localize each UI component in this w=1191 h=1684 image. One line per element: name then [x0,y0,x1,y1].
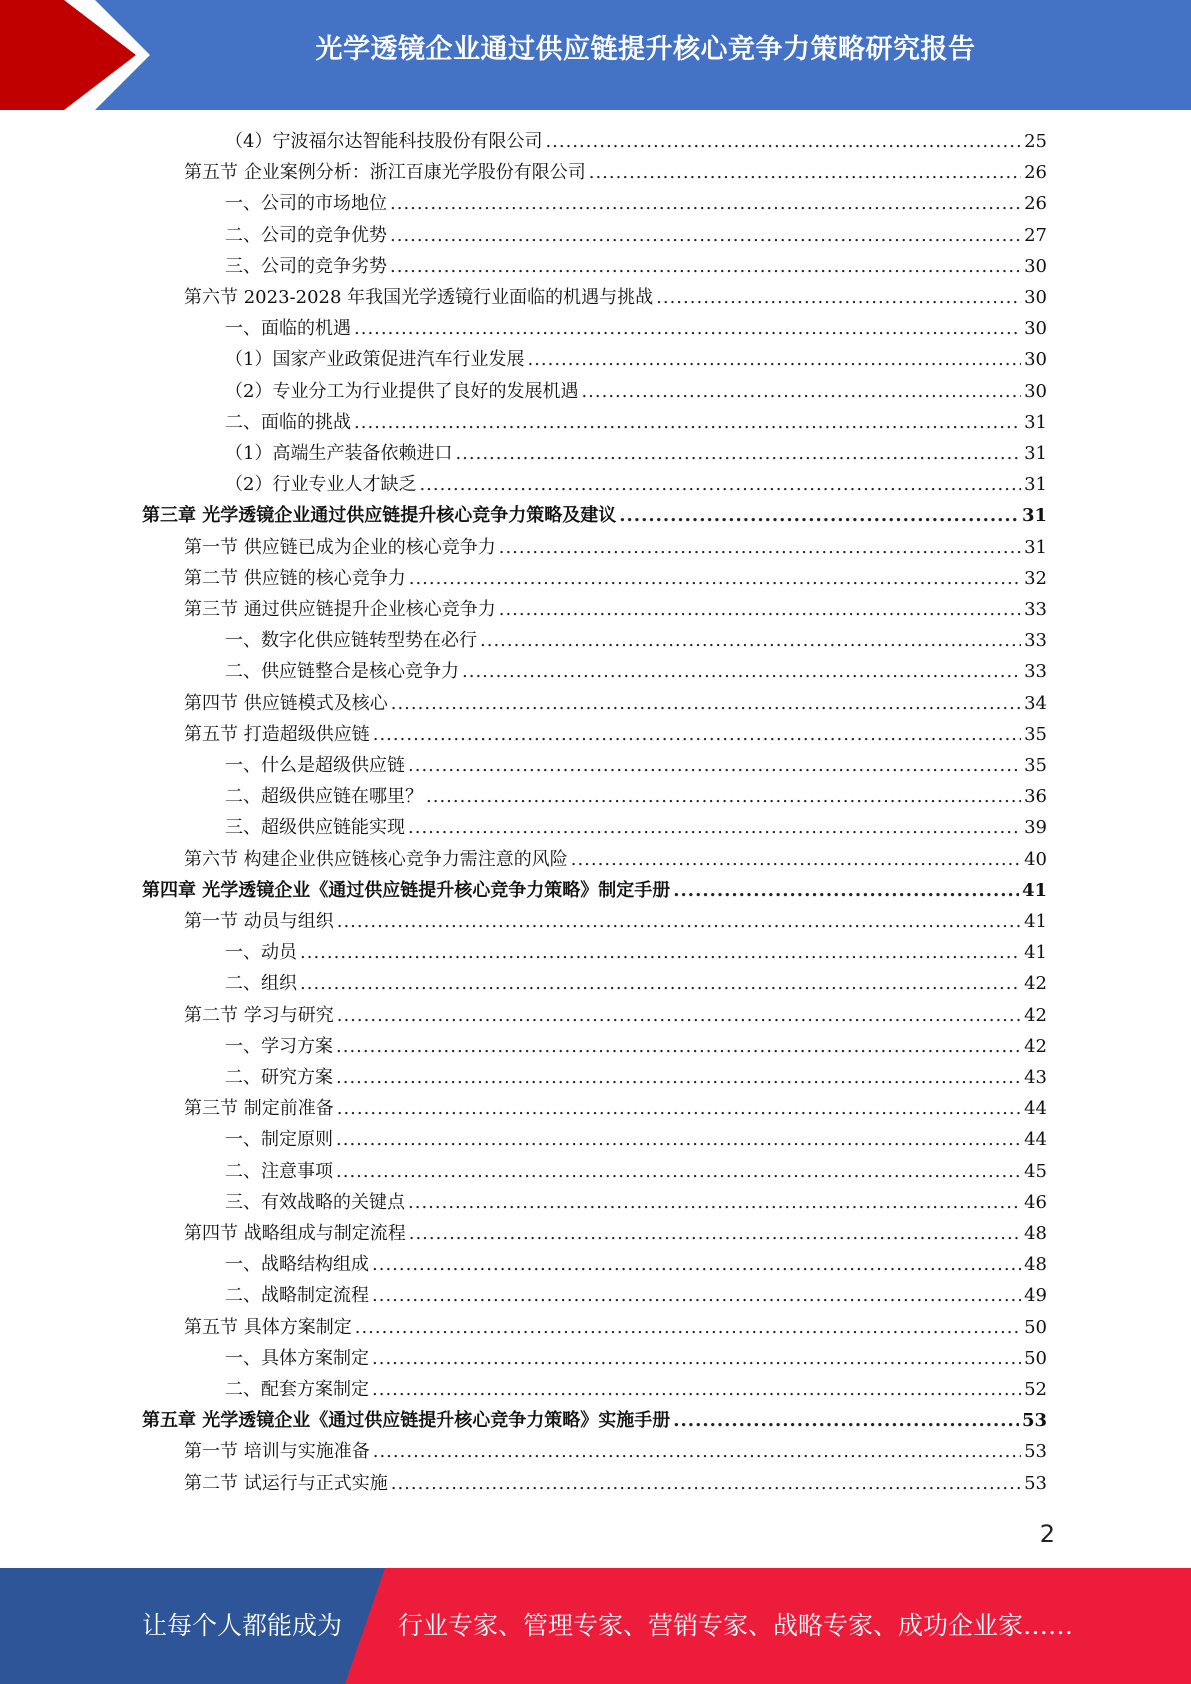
toc-entry-title: 第六节 2023-2028 年我国光学透镜行业面临的机遇与挑战 [184,287,654,308]
toc-leader-dots [354,412,1021,433]
toc-leader-dots [372,1254,1021,1275]
report-title: 光学透镜企业通过供应链提升核心竞争力策略研究报告 [315,34,976,65]
toc-section-entry[interactable] [184,689,1047,720]
toc-entry-title: （2）行业专业人才缺乏 [225,474,417,496]
toc-subsection-entry[interactable] [225,1344,1047,1375]
toc-subsection-entry[interactable] [225,439,1047,470]
toc-leader-dots [355,1317,1021,1338]
toc-entry-page: 48 [1024,1223,1047,1244]
toc-leader-dots [390,225,1021,246]
toc-section-entry[interactable] [184,1469,1047,1500]
toc-entry-page: 25 [1024,131,1047,152]
toc-entry-page: 30 [1024,318,1047,340]
toc-entry-page: 33 [1024,661,1047,683]
toc-section-entry[interactable] [184,533,1047,564]
toc-subsection-entry[interactable] [225,1063,1047,1094]
toc-subsection-entry[interactable] [225,782,1047,813]
toc-entry-page: 50 [1024,1347,1047,1369]
toc-entry-title: 第五节 具体方案制定 [184,1316,352,1338]
toc-leader-dots [337,911,1021,932]
toc-entry-page: 26 [1024,193,1047,215]
toc-entry-title: （1）高端生产装备依赖进口 [225,443,453,464]
toc-entry-title: 二、配套方案制定 [225,1379,369,1400]
toc-entry-title: 第六节 构建企业供应链核心竞争力需注意的风险 [184,848,568,870]
toc-chapter-entry[interactable] [142,501,1047,532]
toc-leader-dots [373,724,1021,745]
toc-entry-page: 36 [1024,786,1047,808]
toc-entry-title: 第五章 光学透镜企业《通过供应链提升核心竞争力策略》实施手册 [142,1410,671,1432]
toc-entry-title: 第二节 试运行与正式实施 [184,1472,388,1494]
toc-entry-title: 二、供应链整合是核心竞争力 [225,661,459,683]
toc-leader-dots [354,318,1021,339]
toc-entry-page: 44 [1024,1129,1047,1151]
toc-leader-dots [373,1441,1021,1462]
toc-entry-page: 48 [1024,1254,1047,1276]
toc-section-entry[interactable] [184,283,1047,314]
toc-leader-dots [336,1161,1021,1182]
toc-subsection-entry[interactable] [225,938,1047,969]
toc-section-entry[interactable] [184,158,1047,189]
toc-entry-title: 一、学习方案 [225,1035,333,1057]
toc-leader-dots [300,973,1021,994]
toc-leader-dots [336,1067,1021,1088]
toc-entry-page: 41 [1024,942,1047,964]
toc-subsection-entry[interactable] [225,189,1047,220]
toc-leader-dots [571,849,1021,870]
toc-leader-dots [673,880,1019,901]
toc-subsection-entry[interactable] [225,813,1047,844]
toc-chapter-entry[interactable] [142,876,1047,907]
toc-leader-dots [499,537,1021,558]
toc-entry-page: 41 [1021,879,1047,901]
toc-entry-page: 42 [1024,973,1047,995]
toc-entry-title: 二、研究方案 [225,1067,333,1088]
toc-subsection-entry[interactable] [225,626,1047,657]
toc-leader-dots [581,381,1021,402]
toc-leader-dots [455,443,1021,464]
toc-section-entry[interactable] [184,1219,1047,1250]
toc-section-entry[interactable] [184,1001,1047,1032]
toc-leader-dots [409,568,1021,589]
toc-subsection-entry[interactable] [225,1281,1047,1312]
toc-section-entry[interactable] [184,595,1047,626]
toc-subsection-entry[interactable] [225,252,1047,283]
toc-section-entry[interactable] [184,720,1047,751]
toc-subsection-entry[interactable] [225,408,1047,439]
toc-entry-title: 一、动员 [225,942,297,964]
toc-entry-page: 31 [1021,505,1047,527]
toc-section-entry[interactable] [184,907,1047,938]
toc-entry-page: 35 [1024,755,1047,776]
toc-leader-dots [372,1285,1021,1306]
header-chevron-red [0,0,136,110]
toc-entry-title: 第一节 供应链已成为企业的核心竞争力 [184,536,496,558]
page-number: 2 [1039,1520,1055,1548]
toc-entry-page: 53 [1024,1441,1047,1463]
toc-entry-title: 第二节 供应链的核心竞争力 [184,567,406,589]
toc-entry-page: 35 [1024,723,1047,745]
toc-subsection-entry[interactable] [225,470,1047,501]
toc-entry-page: 43 [1024,1067,1047,1088]
toc-entry-title: 一、数字化供应链转型势在必行 [225,630,477,652]
toc-entry-title: 一、什么是超级供应链 [225,755,405,776]
toc-entry-page: 27 [1024,224,1047,246]
toc-entry-title: 一、战略结构组成 [225,1254,369,1276]
toc-leader-dots [391,693,1021,714]
toc-entry-title: 一、面临的机遇 [225,318,351,340]
toc-entry-page: 33 [1024,630,1047,652]
toc-entry-page: 49 [1024,1285,1047,1307]
toc-leader-dots [391,1473,1021,1494]
toc-subsection-entry[interactable] [225,969,1047,1000]
toc-entry-page: 42 [1024,1004,1047,1026]
toc-leader-dots [480,630,1021,651]
toc-leader-dots [372,1348,1021,1369]
toc-entry-page: 39 [1024,817,1047,839]
toc-entry-title: （2）专业分工为行业提供了良好的发展机遇 [225,380,579,402]
toc-entry-title: 三、公司的竞争劣势 [225,255,387,277]
toc-leader-dots [499,599,1021,620]
toc-entry-title: 第四章 光学透镜企业《通过供应链提升核心竞争力策略》制定手册 [142,879,671,901]
footer-slogan-left: 让每个人都能成为 [142,1611,343,1640]
toc-entry-title: 第一节 培训与实施准备 [184,1441,370,1463]
toc-leader-dots [619,505,1019,526]
toc-leader-dots [673,1410,1019,1431]
toc-entry-title: 一、具体方案制定 [225,1347,369,1369]
toc-subsection-entry[interactable] [225,1188,1047,1219]
toc-leader-dots [589,162,1021,183]
toc-leader-dots [390,256,1021,277]
toc-entry-page: 31 [1024,411,1047,433]
toc-leader-dots [462,661,1021,682]
toc-entry-title: 二、面临的挑战 [225,411,351,433]
toc-entry-page: 53 [1021,1410,1047,1432]
toc-subsection-entry[interactable] [225,377,1047,408]
toc-entry-page: 52 [1024,1379,1047,1400]
toc-entry-page: 34 [1024,692,1047,714]
page-footer [0,1568,1191,1684]
toc-subsection-entry[interactable] [225,127,1047,158]
toc-section-entry[interactable] [184,564,1047,595]
toc-leader-dots [337,1098,1021,1119]
toc-entry-title: 第三节 通过供应链提升企业核心竞争力 [184,599,496,620]
toc-subsection-entry[interactable] [225,657,1047,688]
toc-entry-page: 30 [1024,255,1047,277]
page-header [0,0,1191,110]
toc-entry-page: 44 [1024,1098,1047,1120]
toc-entry-title: 三、有效战略的关键点 [225,1191,405,1213]
toc-leader-dots [426,786,1021,807]
toc-entry-title: 二、战略制定流程 [225,1285,369,1307]
toc-section-entry[interactable] [184,845,1047,876]
toc-entry-page: 42 [1024,1035,1047,1057]
toc-entry-page: 31 [1024,443,1047,464]
toc-subsection-entry[interactable] [225,1125,1047,1156]
toc-entry-page: 31 [1024,536,1047,558]
toc-entry-page: 30 [1024,380,1047,402]
toc-entry-title: （1）国家产业政策促进汽车行业发展 [225,349,525,371]
toc-entry-page: 41 [1024,911,1047,932]
toc-entry-page: 53 [1024,1472,1047,1494]
toc-entry-title: 第三节 制定前准备 [184,1098,334,1120]
toc-entry-title: （4）宁波福尔达智能科技股份有限公司 [225,131,543,152]
toc-leader-dots [656,287,1021,308]
toc-entry-title: 二、公司的竞争优势 [225,224,387,246]
toc-leader-dots [408,817,1021,838]
toc-entry-page: 46 [1024,1191,1047,1213]
toc-entry-title: 一、制定原则 [225,1129,333,1151]
toc-entry-page: 30 [1024,287,1047,308]
toc-subsection-entry[interactable] [225,1032,1047,1063]
toc-entry-title: 第三章 光学透镜企业通过供应链提升核心竞争力策略及建议 [142,505,617,527]
toc-subsection-entry[interactable] [225,751,1047,782]
toc-leader-dots [527,349,1021,370]
toc-entry-page: 30 [1024,349,1047,371]
toc-leader-dots [409,1223,1021,1244]
toc-subsection-entry[interactable] [225,345,1047,376]
toc-subsection-entry[interactable] [225,1250,1047,1281]
toc-leader-dots [545,131,1021,152]
toc-leader-dots [336,1036,1021,1057]
toc-entry-title: 一、公司的市场地位 [225,193,387,215]
toc-leader-dots [336,1129,1021,1150]
toc-leader-dots [372,1379,1021,1400]
toc-entry-page: 33 [1024,599,1047,620]
toc-subsection-entry[interactable] [225,1157,1047,1188]
toc-entry-title: 二、注意事项 [225,1160,333,1182]
toc-entry-title: 二、超级供应链在哪里？ [225,786,423,808]
toc-leader-dots [419,474,1021,495]
toc-entry-title: 第四节 供应链模式及核心 [184,692,388,714]
toc-entry-title: 二、组织 [225,973,297,995]
toc-section-entry[interactable] [184,1437,1047,1468]
toc-entry-page: 31 [1024,474,1047,496]
toc-chapter-entry[interactable] [142,1406,1047,1437]
toc-entry-title: 第二节 学习与研究 [184,1004,334,1026]
toc-entry-page: 40 [1024,848,1047,870]
toc-entry-title: 第一节 动员与组织 [184,911,334,932]
toc-entry-page: 26 [1024,162,1047,184]
toc-subsection-entry[interactable] [225,314,1047,345]
toc-entry-page: 50 [1024,1316,1047,1338]
toc-leader-dots [408,755,1021,776]
toc-entry-page: 45 [1024,1160,1047,1182]
toc-entry-title: 第四节 战略组成与制定流程 [184,1223,406,1244]
footer-slogan-right: 行业专家、管理专家、营销专家、战略专家、成功企业家…… [398,1611,1074,1640]
toc-section-entry[interactable] [184,1313,1047,1344]
toc-leader-dots [337,1005,1021,1026]
toc-leader-dots [408,1192,1021,1213]
toc-entry-title: 三、超级供应链能实现 [225,817,405,839]
toc-leader-dots [300,942,1021,963]
toc-leader-dots [390,193,1021,214]
toc-entry-page: 32 [1024,567,1047,589]
toc-section-entry[interactable] [184,1094,1047,1125]
toc-entry-title: 第五节 打造超级供应链 [184,723,370,745]
toc-entry-title: 第五节 企业案例分析：浙江百康光学股份有限公司 [184,162,586,184]
toc-subsection-entry[interactable] [225,1375,1047,1406]
toc-subsection-entry[interactable] [225,221,1047,252]
